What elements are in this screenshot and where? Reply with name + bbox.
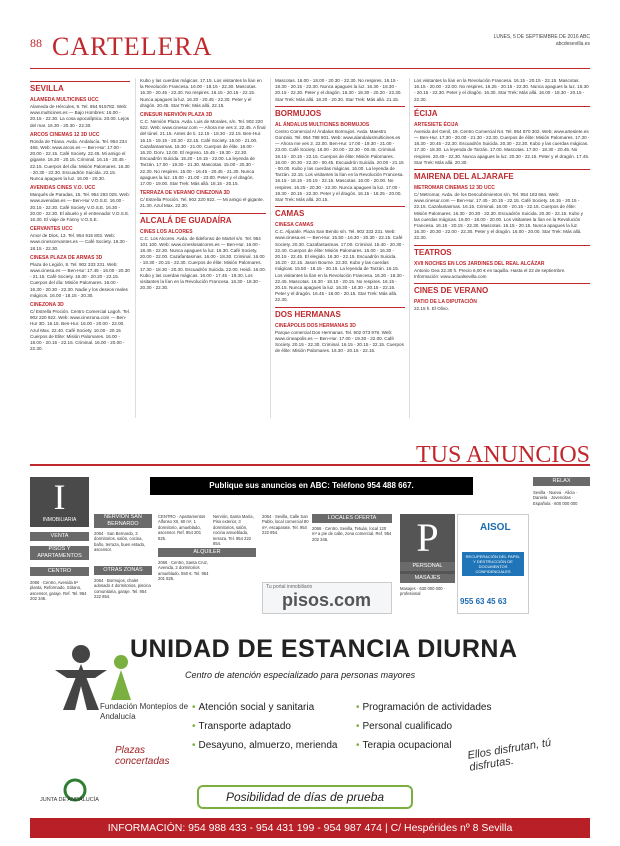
cinema-name: CINEÁPOLIS DOS HERMANAS 3D: [275, 322, 356, 329]
classified-ad-text: 2066 · Centro, Santa Cruz, Avenida, 2 dormitorios amueblado, 550 €. Tel. 954 201 825.: [158, 560, 209, 582]
cinema-name: TERRAZA DE VERANO CINEZONA 3D: [140, 190, 230, 197]
cinema-listing: Alameda de Hércules, 9. Tel. 954 915782. Web: www.multicines.es — Bajo Hombres: 16.00 - 20.15 - 22.30. La cosa apocalíptica. 20.00. Lejos del mar. 16.30 - 20.30 - 22.30.: [30, 104, 130, 128]
cinema-listing: Parque comercial Dos Hermanas. Tel. 902 073 978. Web: www.cineapolis.es — Ben-Hur. 17.00 - 19.30 - 22.00. Café Society. 20.15 - 22.30. Criminal. 16.15 - 20.15 - 22.15. Cuerpos de élite: Misión Palomares. 16.30 - 20.15 - 22.15.: [275, 329, 404, 354]
website-link[interactable]: abcdesevilla.es: [555, 41, 590, 47]
aisol-phone: 955 63 45 63: [460, 597, 507, 606]
region-heading: CINES DE VERANO: [414, 283, 590, 296]
cinema-listing: Marqués de Paradas, 15. Tel. 954 293 025. Web: www.avenidas.es — Ben-Hur V.O.S.E. 16.00 - 20.15 - 22.30. Café Society V.O.S.E. 16.30 - 20.00 - 22.30. El abuelo y el entrenador V.O.S.E. 16.30. El viaje de Fanny V.O.S.E.: [30, 192, 130, 223]
cinema-name: AL ÁNDALUS MULTICINES BORMUJOS: [275, 121, 370, 128]
listings-column-b: [140, 78, 266, 428]
cinema-name: CINESA PLAZA DE ARMAS 3D: [30, 254, 103, 261]
classified-ad-text: 2064 · Bormujos, chalet adosado 4 dormitorios, piscina comunitaria, garaje. Tel. 954 222 854.: [94, 578, 151, 600]
cinema-name: CINESUR NERVIÓN PLAZA 3D: [140, 112, 213, 119]
service-bullet: • Personal cualificado: [356, 721, 452, 732]
section-title: CARTELERA: [52, 32, 213, 61]
cinema-listing: Mascotas. 16.00 - 18.00 - 20.30 - 22.30. No respires. 16.15 - 18.30 - 20.15 - 22.30. Nunca apagues la luz. 16.30 - 18.30 - 20.15 - 22.30. Peter y el dragón. 16.30 - 18.30 - 20.20 - 22.30. Star Trek: Más allá. 18.20 - 20.30. Star Trek: Más allá. 21.15.: [275, 78, 402, 102]
region-heading: ÉCIJA: [414, 106, 590, 119]
cinema-name: PATIO DE LA DIPUTACIÓN: [414, 299, 477, 306]
inmobiliaria-label: INMOBILIARIA: [42, 517, 77, 523]
aisol-logo: AISOL: [480, 522, 511, 533]
cinema-name: CINEZONA 3D: [30, 302, 64, 309]
classifieds-banner: Publique sus anuncios en ABC: Teléfono 954 488 667.: [150, 477, 473, 495]
cinema-name: ALAMEDA MULTICINES UCC: [30, 97, 99, 103]
classifieds-header: [30, 444, 590, 466]
pisos-logo: pisos.com: [282, 590, 372, 610]
listings-column-a: [30, 78, 130, 428]
cinema-listing: C.C. Nervión Plaza. Avda. Luis de Morales, s/n. Tel. 902 220 622. Web: www.cinesur.com — Ahora me ves 2. 22.45. A final del túnel. 21.15. Antes de ti. 12.15 - 18.30 - 22.15. Ben-Hur. 16.15 - 19.15 - 20.30 - 22.15. Café Society. 15.00 - 21.00. Cazafantasmas. 16.30 - 21.00. Cuerpos de élite. 16.00 - 16.20. Dorv. 12.00. El regreso. 15.45 - 19.30 - 22.30. Escuadrón Suicida. 15.20 - 19.15 - 22.00. La leyenda de Tarzán. 17.00 - 19.30 - 21.30. Mascotas. 15.00 - 20.30 - 22.30. No respires. 15.00 - 16.45 - 20.45 - 21.30. Nunca apagues la luz. 15.00 - 21.00 - 23.00. Peter y el dragón. 17.00 - 19.00. Star Trek: Más allá. 18.15 - 20.15.: [140, 119, 266, 187]
personal-label: PERSONAL: [400, 562, 455, 571]
service-bullet: • Transporte adaptado: [192, 721, 291, 732]
classified-ad-text: 2066 · Centro, Sevilla, Tetuán, local 120 m² a pie de calle, zona comercial. Ref. 954 202 346.: [312, 526, 392, 542]
classified-ad-text: 2066 · Centro, Avenida 5ª planta, Reformado, Sótano, ascensor, garaje. Ref. Tel. 954 202 346.: [30, 580, 87, 602]
alquiler-label: ALQUILER: [158, 548, 256, 557]
listings-column-c: [275, 78, 405, 428]
inmobiliaria-letter: I: [53, 477, 66, 517]
classified-ad-text: Sevilla · Nueva · Alicia · Daniela · Jovencitas · Española · 600 000 000: [533, 490, 578, 506]
cinema-listing: Plaza de Legión, 8. Tel. 902 333 231. Web: www.cinesa.es — Ben-Hur: 17.45 - 16.00 - 20.30 - 21.15. Café Society. 16.30 - 20.20 - 22.15. Cuerpos del día: Misión Palomares. 16.00 - 16.30 - 20.30 - 22.30. Nadie y los deseos reales mágicos. 16.00 - 18.15 - 20.30.: [30, 261, 130, 298]
cinema-name: ARCOS CINEMAS 12 3D UCC: [30, 131, 100, 138]
trial-days-banner: Posibilidad de días de prueba: [197, 785, 413, 809]
cinema-listing: Amor de Dios, 13. Tel. 954 915 803. Web: www.cinescervantes.es — Café Society. 16.30 - 18.15 - 22.30.: [30, 233, 128, 251]
cinema-listing: C/ Metromar, Avda. de los Descubrimientos s/n. Tel. 954 183 664. Web: www.cinesur.com — Ben-Hur. 17.45 - 20.15 - 22.15. Café Society. 16.15 - 20.15 - 22.15. Cazafantasmas. 16.15. Criminal. 16.00 - 20.15 - 22.15. Cuerpos de élite: Misión Palomares. 16.30 - 20.30 - 22.30. Escuadrón Suicida. 20.30 - 22.15. Kubo y las cuerdas mágicas. 16.00 - 18.00 - 20.00. Los visitantes la lían en la Revolución Francesa. 16.15 - 20.15 - 22.30. Mascotas. 16.15 - 20.15. Nunca apagues la luz. 16.30 - 20.30 - 22.00 - 22.30. Peter y el dragón. 16.00 - 20.00. Star Trek: Más allá. 22.30.: [414, 192, 584, 241]
listings-column-d: [414, 78, 590, 428]
cinema-listing: Ronda de Triana. Avda. Andalucía. Tel. 954 234 466. Web: www.arcos.es — Ben-Hur: 17.00 - 20.00 - 22.15. Café Society. 22.45. Mi amigo el gigante. 16.30 - 20.15. Criminal. 16.15 - 20.45 - 22.15. Cuerpos del día: Misión Palomares. 16.30 - 20.30 - 22.30. Escuadrón Suicida. 22.15. Nunca apagues la luz. 16.00 - 20.30.: [30, 138, 130, 182]
relax-label: RELAX: [533, 477, 590, 486]
centro-label: CENTRO: [30, 567, 89, 576]
classified-ad-text: CENTRO · Apartamentos Alfonso XII, 60 m², 1 dormitorio, amueblado, ascensor. Ref. 954 201 825.: [158, 514, 206, 541]
cinema-name: ARTESIETE ÉCIJA: [414, 121, 459, 128]
header-rule: [30, 68, 590, 69]
classified-ad-text: Masajes · 630 000 000 · profesional: [400, 586, 446, 597]
junta-label: JUNTA DE ANDALUCÍA: [40, 797, 99, 803]
cinema-listing: C.C. Los Alcores. Avda. de Ildefonso de Martel s/n. Tel. 954 101 100. Web: www.cineslosalcores.es — Ben-Hur. 16.00 - 18.45 - 22.30. Nunca apagues la luz. 16.30. Café Society. 20.00 - 22.00. Cazafantasmas. 16.00 - 18.30. Criminal. 16.00 - 18.30 - 20.15 - 22.30. Cuerpos de élite: Misión Palomares. 17.30 - 18.30 - 20.30. Escuadrón Suicida. 22.00. Heidi. 16.00. Kubo y las cuerdas mágicas. 16.00 - 17.45 - 19.30. Los visitantes la lían en la Revolución Francesa. 16.30 - 18.30 - 20.30 - 22.30.: [140, 235, 266, 291]
cinema-name: CINES LOS ALCORES: [140, 228, 193, 235]
cinema-listing: Centro Comercial Al Ándalus Bormujos. Avda. Maestro Gonzalo. Tel. 954 788 601. Web: www.alandalusmulticines.es — Ahora me ves 2. 22.00. Ben-Hur. 17.00 - 19.30 - 21.00 - 23.00. Café Society. 18.00 - 20.00 - 22.30 - 00.45. Criminal. 16.15 - 20.15 - 22.15. Cuerpos de élite: Misión Palomares. 16.00 - 20.30 - 22.30 - 00.45. Escuadrón Suicida. 20.00 - 21.15 - 00.00. Kubo y las cuerdas mágicas. 16.00. La leyenda de Tarzán. 22.15. Los visitantes la lían en la Revolución Francesa. 16.15 - 18.15 - 20.15 - 22.15. Mascotas. 16.00 - 20.00. No respires. 16.25 - 20.30 - 22.30. Nunca apagues la luz. 17.00 - 19.30 - 20.15 - 22.30. Peter y el dragón. 16.15 - 18.25 - 20.00. Star Trek: Más allá. 20.15.: [275, 128, 404, 203]
personal-letter: P: [416, 515, 439, 560]
ellos-tagline: Ellos disfrutan, tú disfrutas.: [466, 736, 552, 774]
cinema-listing: 22.15 h. El Olivo.: [414, 306, 449, 312]
column-divider: [409, 78, 410, 418]
region-heading: MAIRENA DEL ALJARAFE: [414, 169, 590, 182]
locales-oferta-label: LOCALES OFERTA: [312, 514, 392, 523]
theatre-name: XVII NOCHES EN LOS JARDINES DEL REAL ALCÁZAR: [414, 260, 545, 267]
region-heading: BORMUJOS: [275, 106, 405, 119]
pisos-tagline: Tu portal inmobiliario: [266, 584, 313, 590]
cinema-listing: Kubo y las cuerdas mágicas. 17.15. Los visitantes la lían en la Revolución Francesa. 16.00 - 18.15 - 22.30. Mascotas. 16.30 - 20.45 - 22.30. No respires. 16.15 - 20.15 - 22.15. Nunca apagues la luz. 16.20 - 20.45 - 22.30. Peter y el dragón. 20.45. Star Trek: Más allá. 22.15.: [140, 78, 262, 108]
cinema-name: CINESA CAMAS: [275, 222, 314, 229]
ad-title: UNIDAD DE ESTANCIA DIURNA: [130, 635, 518, 663]
cinema-listing: Los visitantes la lían en la Revolución Francesa. 16.15 - 20.15 - 22.15. Mascotas. 16.15 - 20.00 - 22.00. No respires. 16.25 - 20.15 - 22.30. Nunca apagues la luz. 16.30 - 20.15 - 22.30. Peter y el dragón. 16.30. Star Trek: Más allá. 16.00 - 18.30 - 20.15 - 22.30.: [414, 78, 589, 102]
venta-label: VENTA: [30, 532, 89, 541]
page-header: [30, 32, 590, 68]
service-bullet: • Terapia ocupacional: [356, 740, 451, 751]
otras-zonas-label: OTRAS ZONAS: [94, 566, 152, 575]
cinema-name: METROMAR CINEMAS 12 3D UCC: [414, 185, 495, 192]
service-bullet: • Desayuno, almuerzo, merienda: [192, 740, 337, 751]
classifieds-title: TUS ANUNCIOS: [415, 442, 590, 468]
service-bullet: • Atención social y sanitaria: [192, 702, 314, 713]
cinema-listing: C/ Estrella Proción. Centro Comercial Lagoh. Tel. 902 220 922. Web: www.cinezona.com — Ben-Hur 3D. 16.15. Ben-Hur. 16.00 - 20.00 - 22.00. Azul Max. 22.40. Café Society. 16.00 - 20.15 Cuerpos de Elite: Misión Palomares. 16.00 - 18.00 - 20.15 - 22.15. Criminal. 16.00 - 20.00 - 22.30.: [30, 309, 130, 352]
page-number: 88: [30, 36, 42, 50]
column-divider: [270, 78, 271, 418]
region-heading: TEATROS: [414, 245, 590, 258]
masajes-label: MASAJES: [400, 574, 455, 583]
service-bullet: • Programación de actividades: [356, 702, 491, 713]
nervion-label: NERVIÓN SAN BERNARDO: [94, 514, 152, 528]
fundacion-logo-icon: [35, 640, 155, 810]
issue-date: LUNES, 5 DE SEPTIEMBRE DE 2016 ABC: [493, 34, 590, 40]
plazas-tagline: Plazas concertadas: [115, 745, 170, 767]
region-heading: CAMAS: [275, 206, 405, 219]
cinema-name: CERVANTES UCC: [30, 226, 73, 233]
region-heading: ALCALÁ DE GUADAÍRA: [140, 213, 266, 226]
classified-ad-text: Nervión, Santa María, Piso exterior, 3 dormitorios, salón, cocina amueblada, terraza. Tel. 954 222 854.: [213, 514, 254, 547]
cinema-listing: Avenida del Genil, 19. Centro Comercial N4. Tel. 954 870 302. Web: www.artesiete.es — Ben-Hur. 17.30 - 20.00 - 21.30 - 22.30. Cuerpos de élite: Misión Palomares. 17.30 - 18.30 - 20.45 - 22.30. Escuadrón Suicida. 20.30 - 22.30. Kubo y las cuerdas mágicas. 17.30 - 18.30. La leyenda de Tarzán. 17.00. Mascotas. 17.00 - 18.30 - 20.45. No respires. 20.45 - 22.30. Nunca apagues la luz. 20.30 - 22.15. Peter y el dragón. 17.45. Star Trek: Más allá. 20.30.: [414, 128, 590, 165]
classified-ad-text: 2064 · San Bernardo, 3 dormitorios, salón, cocina, baño, terraza, buen estado, ascensor.: [94, 531, 146, 553]
fundacion-name: Fundación Montepíos de Andalucía: [100, 702, 189, 721]
contact-info-bar: INFORMACIÓN: 954 988 433 - 954 431 199 - 954 987 474 | C/ Hespérides nº 8 Sevilla: [30, 818, 590, 838]
region-heading: SEVILLA: [30, 81, 130, 94]
theatre-listing: Antonio Gea 22.30 h. Precio 6,00 € en taquilla. Hasta el 22 de septiembre. Información: www.actualsevilla.com: [414, 267, 566, 279]
pisos-label: PISOS Y APARTAMENTOS: [30, 546, 89, 560]
column-divider: [135, 78, 136, 418]
classified-ad-text: 2064 · Sevilla, Calle San Pablo, local comercial 80 m², escaparate. Tel. 954 222 854.: [262, 514, 309, 536]
ad-subtitle: Centro de atención especializado para personas mayores: [185, 670, 416, 680]
cinema-listing: C/ Estrella Proción. Tel. 902 220 922. — Mi amigo el gigante. 21.30. Azul Max. 22.30.: [140, 197, 265, 209]
cinema-name: AVENIDAS CINES V.O. UCC: [30, 185, 96, 192]
cinema-listing: C.C. Aljarafe. Plaza San Benito s/n. Tel. 902 333 231. Web: www.cinesa.es — Ben-Hur. 15.50 - 16.30 - 20.30 - 22.15. Café Society. 20.30. Cazafantasmas. 17.00. Criminal. 15.40 - 20.30 - 22.40. Cuerpos de élite: Misión Palomares. 16.00 - 16.30 - 20.15 - 22.45. El elegido. 16.30 - 22.15. Escuadrón Suicida. 16.20 - 22.15. Jason Bourne. 22.30. Kubo y las cuerdas mágicas. 15.50 - 18.15 - 20.15. La leyenda de Tarzán. 16.15. Los visitantes la lían en la Revolución Francesa. 16.30 - 18.30 - 22.45. Mascotas. 16.30 - 18.10 - 20.15. No respires. 16.15 - 20.15. Nunca apagues la luz. 16.30 - 18.30 - 20.15 - 22.15. Peter y el dragón. 16.45 - 18.00 - 20.15. Star Trek: Más allá. 22.30.: [275, 229, 405, 303]
region-heading: DOS HERMANAS: [275, 307, 405, 320]
aisol-description: RECUPERACIÓN DEL PAPEL Y DESTRUCCIÓN DE DOCUMENTOS CONFIDENCIALES: [462, 552, 524, 576]
